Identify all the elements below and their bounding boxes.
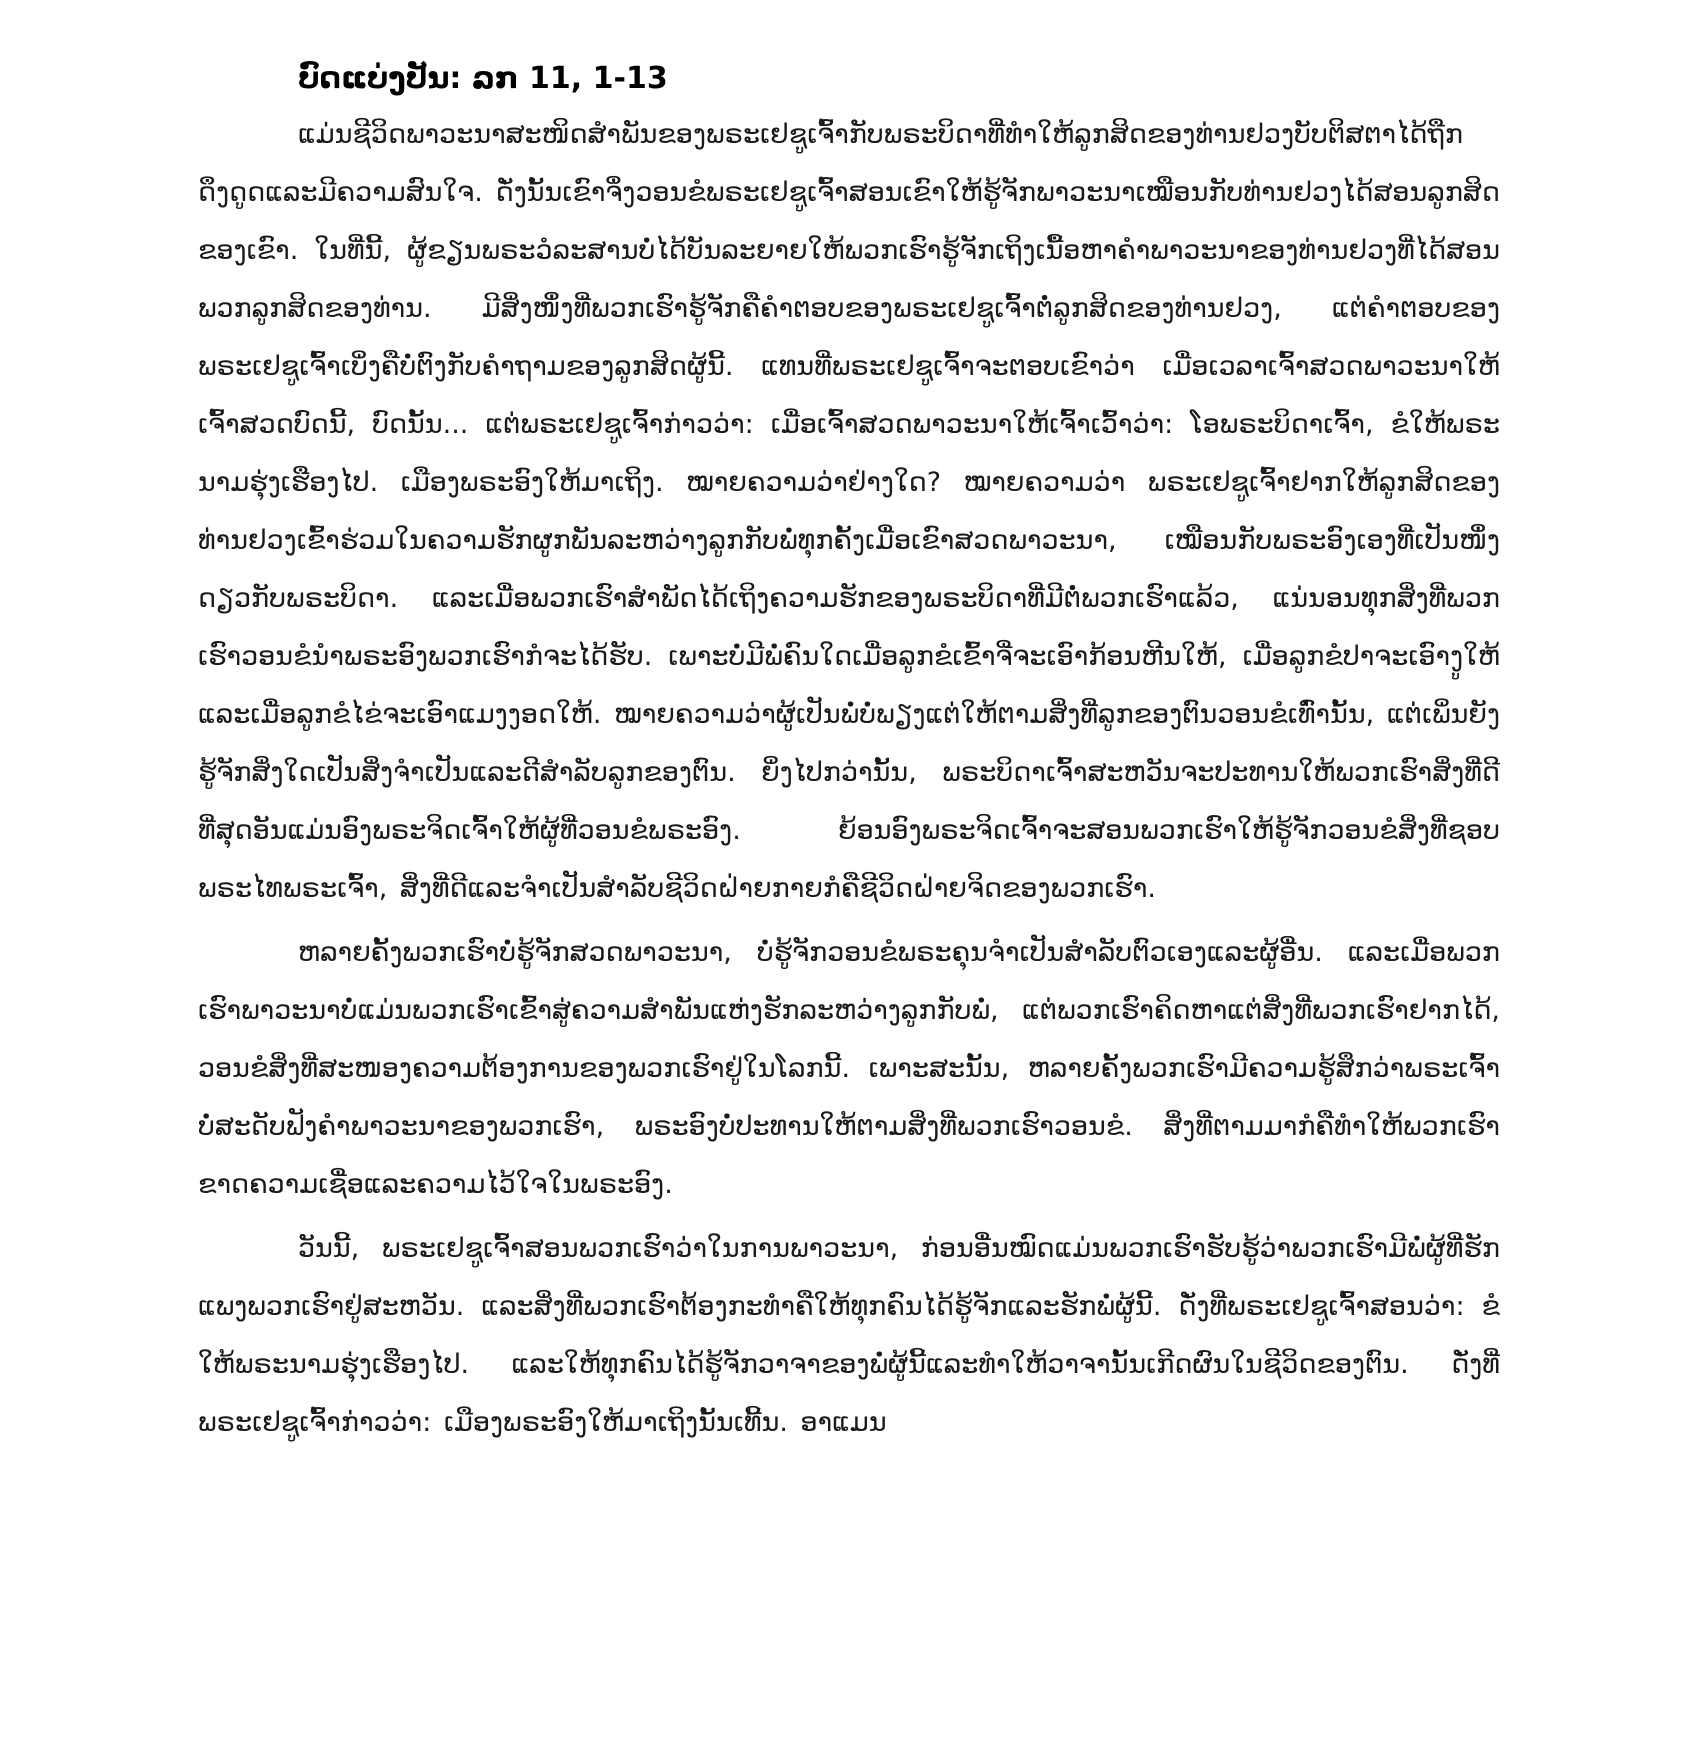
paragraph-2: ຫລາຍຄັ້ງພວກເຮົາບໍ່ຮູ້ຈັກສວດພາວະນາ, ບໍ່ຮູ້ຈັກວອນຂໍພຣະຄຸນຈຳເປັນສຳລັບຕົວເອງແລະຜູ້ອື່ນ. ແລະເມື່ອພວກເຮົາພາວະນາບໍ່ແມ່ນພວກເຮົາເຂົ້າສູ່ຄວາມສຳພັນແຫ່ງຮັກລະຫວ່າງລູກກັບພໍ່, ແຕ່ພວກເຮົາຄິດຫາແຕ່ສິ່ງທີ່ພວກເຮົາຢາກໄດ້, ວອນຂໍສິ່ງທີ່ສະໜອງຄວາມຕ້ອງການຂອງພວກເຮົາຢູ່ໃນໂລກນີ້. ເພາະສະນັ້ນ, ຫລາຍຄັ້ງພວກເຮົາມີຄວາມຮູ້ສຶກວ່າພຣະເຈົ້າບໍ່ສະດັບຟັງຄຳພາວະນາຂອງພວກເຮົາ, ພຣະອົງບໍ່ປະທານໃຫ້ຕາມສິ່ງທີ່ພວກເຮົາວອນຂໍ. ສິ່ງທີ່ຕາມມາກໍຄືທຳໃຫ້ພວກເຮົາຂາດຄວາມເຊື່ອແລະຄວາມໄວ້ໃຈໃນພຣະອົງ. [198, 937, 1500, 1200]
document-page [198, 52, 1500, 1452]
paragraph-3: ວັນນີ້, ພຣະເຢຊູເຈົ້າສອນພວກເຮົາວ່າໃນການພາວະນາ, ກ່ອນອື່ນໝົດແມ່ນພວກເຮົາຮັບຮູ້ວ່າພວກເຮົາມີພໍ່ຜູ້ທີ່ຮັກແພງພວກເຮົາຢູ່ສະຫວັນ. ແລະສິ່ງທີ່ພວກເຮົາຕ້ອງກະທຳຄືໃຫ້ທຸກຄົນໄດ້ຮູ້ຈັກແລະຮັກພໍ່ຜູ້ນີ້. ດັ່ງທີ່ພຣະເຢຊູເຈົ້າສອນວ່າ: ຂໍໃຫ້ພຣະນາມຮຸ່ງເຮືອງໄປ. ແລະໃຫ້ທຸກຄົນໄດ້ຮູ້ຈັກວາຈາຂອງພໍ່ຜູ້ນີ້ແລະທຳໃຫ້ວາຈານັ້ນເກີດຜົນໃນຊີວິດຂອງຕົນ. ດັ່ງທີ່ພຣະເຢຊູເຈົ້າກ່າວວ່າ: ເມືອງພຣະອົງໃຫ້ມາເຖິງນັ້ນເທີ້ນ. ອາແມນ [198, 1233, 1500, 1438]
paragraph-1: ແມ່ນຊີວິດພາວະນາສະໜິດສຳພັນຂອງພຣະເຢຊູເຈົ້າກັບພຣະບິດາທີ່ທຳໃຫ້ລູກສິດຂອງທ່ານຢວງບັບຕິສຕາໄດ້ຖືກດຶງດູດແລະມີຄວາມສົນໃຈ. ດັ່ງນັ້ນເຂົາຈຶ່ງວອນຂໍພຣະເຢຊູເຈົ້າສອນເຂົາໃຫ້ຮູ້ຈັກພາວະນາເໝືອນກັບທ່ານຢວງໄດ້ສອນລູກສິດຂອງເຂົາ. ໃນທີ່ນີ້, ຜູ້ຂຽນພຣະວໍລະສານບໍ່ໄດ້ບັນລະຍາຍໃຫ້ພວກເຮົາຮູ້ຈັກເຖິງເນື້ອຫາຄຳພາວະນາຂອງທ່ານຢວງທີ່ໄດ້ສອນພວກລູກສິດຂອງທ່ານ. ມີສິ່ງໜຶ່ງທີ່ພວກເຮົາຮູ້ຈັກຄືຄຳຕອບຂອງພຣະເຢຊູເຈົ້າຕໍ່ລູກສິດຂອງທ່ານຢວງ, ແຕ່ຄຳຕອບຂອງພຣະເຢຊູເຈົ້າເບິ່ງຄືບໍ່ຕົງກັບຄຳຖາມຂອງລູກສິດຜູ້ນີ້. ແທນທີ່ພຣະເຢຊູເຈົ້າຈະຕອບເຂົາວ່າ ເມື່ອເວລາເຈົ້າສວດພາວະນາໃຫ້ເຈົ້າສວດບົດນີ້, ບົດນັ້ນ... ແຕ່ພຣະເຢຊູເຈົ້າກ່າວວ່າ: ເມື່ອເຈົ້າສວດພາວະນາໃຫ້ເຈົ້າເວົ້າວ່າ: ໂອພຣະບິດາເຈົ້າ, ຂໍໃຫ້ພຣະນາມຮຸ່ງເຮືອງໄປ. ເມືອງພຣະອົງໃຫ້ມາເຖິງ. ໝາຍຄວາມວ່າຢ່າງໃດ? ໝາຍຄວາມວ່າ ພຣະເຢຊູເຈົ້າຢາກໃຫ້ລູກສິດຂອງທ່ານຢວງເຂົ້າຮ່ວມໃນຄວາມຮັກຜູກພັນລະຫວ່າງລູກກັບພໍ່ທຸກຄັ້ງເມື່ອເຂົາສວດພາວະນາ, ເໝືອນກັບພຣະອົງເອງທີ່ເປັນໜຶ່ງດຽວກັບພຣະບິດາ. ແລະເມື່ອພວກເຮົາສຳພັດໄດ້ເຖິງຄວາມຮັກຂອງພຣະບິດາທີ່ມີຕໍ່ພວກເຮົາແລ້ວ, ແນ່ນອນທຸກສິ່ງທີ່ພວກເຮົາວອນຂໍນຳພຣະອົງພວກເຮົາກໍຈະໄດ້ຮັບ. ເພາະບໍ່ມີພໍ່ຄົນໃດເມື່ອລູກຂໍເຂົ້າຈີ່ຈະເອົາກ້ອນຫີນໃຫ້, ເມື່ອລູກຂໍປາຈະເອົາງູໃຫ້ ແລະເມື່ອລູກຂໍໄຂ່ຈະເອົາແມງງອດໃຫ້. ໝາຍຄວາມວ່າຜູ້ເປັນພໍ່ບໍ່ພຽງແຕ່ໃຫ້ຕາມສິ່ງທີ່ລູກຂອງຕົນວອນຂໍເທົ່ານັ້ນ, ແຕ່ເພິ່ນຍັງຮູ້ຈັກສິ່ງໃດເປັນສິ່ງຈຳເປັນແລະດີສຳລັບລູກຂອງຕົນ. ຍິ່ງໄປກວ່ານັ້ນ, ພຣະບິດາເຈົ້າສະຫວັນຈະປະທານໃຫ້ພວກເຮົາສິ່ງທີ່ດີທີ່ສຸດອັນແມ່ນອົງພຣະຈິດເຈົ້າໃຫ້ຜູ້ທີ່ວອນຂໍພຣະອົງ. ຍ້ອນອົງພຣະຈິດເຈົ້າຈະສອນພວກເຮົາໃຫ້ຮູ້ຈັກວອນຂໍສິ່ງທີ່ຊອບພຣະໄທພຣະເຈົ້າ, ສິ່ງທີ່ດີແລະຈຳເປັນສຳລັບຊີວິດຝ່າຍກາຍກໍຄືຊີວິດຝ່າຍຈິດຂອງພວກເຮົາ. [198, 119, 1500, 904]
document-title: ບົດແບ່ງປັນ: ລກ 11, 1-13 [298, 61, 668, 96]
